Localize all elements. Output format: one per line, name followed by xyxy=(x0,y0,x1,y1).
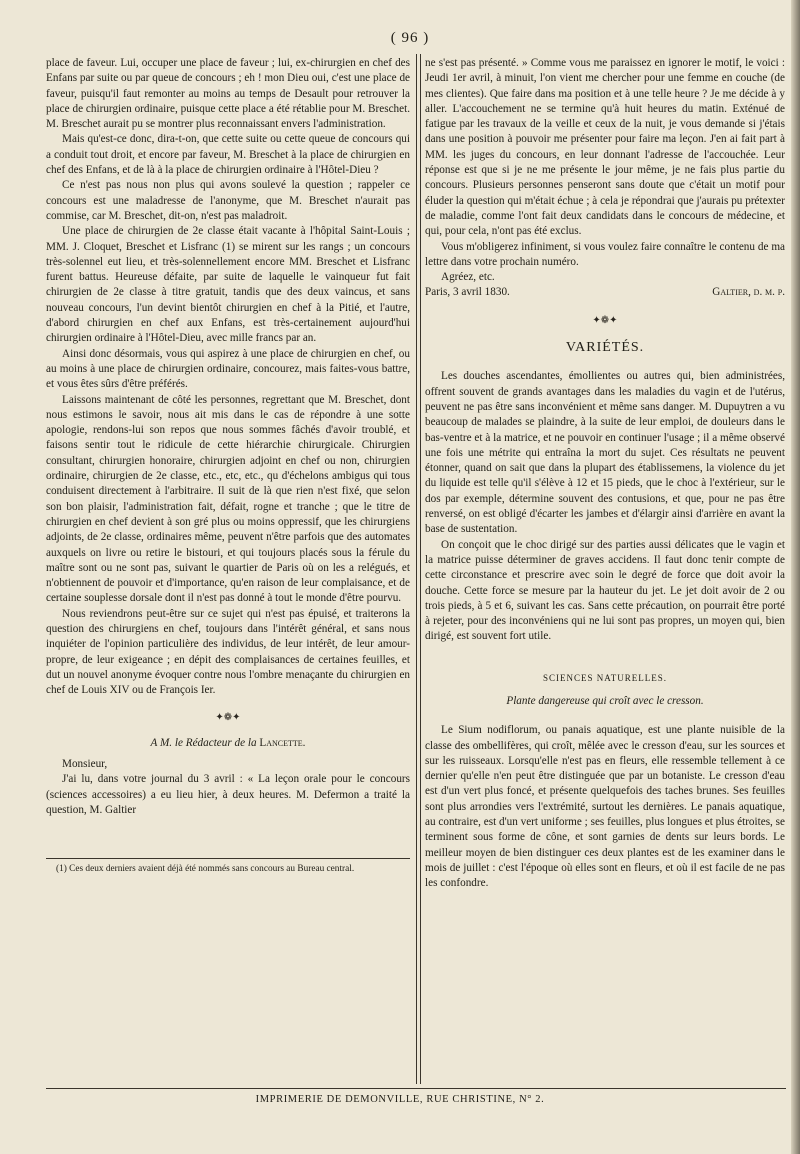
left-column xyxy=(46,56,410,875)
footnote-rule xyxy=(46,858,410,859)
signoff-place: Paris, 3 avril 1830. xyxy=(425,286,510,299)
page-number: ( 96 ) xyxy=(390,30,430,46)
paragraph: Agréez, etc. xyxy=(441,271,495,284)
signoff-name: Galtier, d. m. p. xyxy=(712,286,785,299)
letter-paragraph: J'ai lu, dans votre journal du 3 avril : « La leçon orale pour le concours (sciences accessoires) a eu lieu hier, à deux heures. M. Defermon a traité la question, M. Galtier xyxy=(46,773,410,816)
letter-heading-text: A M. le Rédacteur de la xyxy=(150,736,257,749)
paragraph: Le Sium nodiflorum, ou panais aquatique, est une plante nuisible de la classe des ombellifères, qui croît, mêlée avec le cresson d'eau, sur les sources et sur les ruisseaux. Lorsqu'elle n'est pas en fleurs, elle ressemble tellement à ce dernier qu'elle n'en peut être distinguée que par un botaniste. Le cresson d'eau est d'un vert plus foncé, et présente quelquefois des taches brunes. Ses feuilles sont plus arrondies vers l'extrémité, surtout les dernières. Le panais aquatique, au contraire, est d'un vert uniforme ; ses feuilles, plus longues et plus étroites, se terminent sous forme de cône, et sont garnies de dents sur leurs bords. Le meilleur moyen de bien distinguer ces deux plantes est de les examiner dans le mois de juillet : c'est l'époque où elles sont en fleurs, et où il est facile de ne pas les confondre. xyxy=(425,724,785,890)
paragraph: Mais qu'est-ce donc, dira-t-on, que cette suite ou cette queue de concours qui a conduit tout droit, et encore par faveur, M. Breschet à la place de chirurgien en chef des Enfans, et de là à la place de chirurgien ordinaire à l'Hôtel-Dieu ? xyxy=(46,133,410,177)
paragraph: Ce n'est pas nous non plus qui avons soulevé la question ; rappeler ce concours est une maladresse de l'anonyme, que M. Breschet n'aurait pas commise, car M. Breschet, dit-on, n'est pas maladroit. xyxy=(46,179,410,222)
fleuron-text: ✦❁✦ xyxy=(592,314,618,326)
subsection-title: SCIENCES NATURELLES. xyxy=(542,672,667,683)
paragraph: On conçoit que le choc dirigé sur des parties aussi délicates que le vagin et la matrice puisse déterminer de graves accidens. Il faut donc tenir compte de cette circonstance et prescrire avec soin le degré de force que doit avoir la douche. Cette force se mesure par la hauteur du jet. Le jet doit avoir de 2 ou trois pieds, à 5 et 6, suivant les cas. Sans cette précaution, on pourrait être porté à rejeter, pour des inconvéniens qui ne lui sont pas propres, un moyen qui, bien dirigé, est souvent fort utile. xyxy=(425,538,785,643)
section-ornament xyxy=(46,710,410,725)
footnote: (1) Ces deux derniers avaient déjà été nommés sans concours au Bureau central. xyxy=(56,864,355,875)
paragraph: ne s'est pas présenté. » Comme vous me paraissez en ignorer le motif, le voici : Jeudi 1er avril, à minuit, l'on vient me chercher pour une femme en couche (de mes clientes). Que faire dans ma position et à une telle heure ? Je me décide à y aller. L'accouchement ne se termine qu'à huit heures du matin. Exténué de fatigue par les travaux de la veille et ceux de la nuit, je vous demande si j'étais dans une position à pouvoir me présenter pour faire ma leçon. J'en ai fait part à MM. les juges du concours, en leur donnant l'adresse de l'accouchée. Leur réponse est que si je ne me présente le jour même, je ne fais plus partie du concours. Plusieurs personnes penseront sans doute que c'était un motif pour éluder la question qui m'était échue ; à cela je répondrai que j'aurais pu prétexter de maladie, comme l'ont fait deux candidats dans le concours de médecine, et qui, pour cela, n'ont pas été exclus. xyxy=(425,57,785,238)
fleuron-text: ✦❁✦ xyxy=(215,712,241,724)
imprint-rule xyxy=(46,1088,786,1089)
right-column xyxy=(425,56,785,892)
letter-signoff xyxy=(425,285,785,300)
section-title: VARIÉTÉS. xyxy=(565,340,645,356)
letter-heading-journal: Lancette. xyxy=(259,736,306,749)
paragraph: Une place de chirurgien de 2e classe était vacante à l'hôpital Saint-Louis ; MM. J. Cloquet, Breschet et Lisfranc (1) se mirent sur les rangs ; un concours très-solennel eut lieu, et très-solennellement encore MM. Breschet et Lisfranc furent battus. Heureuse défaite, par suite de laquelle le vainqueur fut fait chirurgien de 2e classe à titre gratuit, tandis que des deux vaincus, et sans nouveau concours, l'un devint bientôt chirurgien en chef à la Pitié, et l'autre, d'abord chirurgien en chef aux Enfans, est très-certainement aujourd'hui chirurgien ordinaire à l'Hôtel-Dieu, avec mille francs par an. xyxy=(46,225,410,345)
paragraph: Nous reviendrons peut-être sur ce sujet qui n'est pas épuisé, et traiterons la question des chirurgiens en chef, toujours dans l'intérêt général, et sans nous inquiéter de l'opinion particulière des individus, de leur intérêt, de leur amour-propre, de leur exigeance ; en dépit des complaisances de certaines feuilles, et dut un nouvel anonyme évoquer contre nous l'ombre menaçante du chirurgien en chef de Louis XIV ou de François Ier. xyxy=(46,607,410,697)
page-edge-shadow xyxy=(791,0,800,1154)
paragraph: Laissons maintenant de côté les personnes, regrettant que M. Breschet, dont nous estimons le savoir, nous ait mis dans le cas de répondre à une sotte apologie, rendons-lui son repos que nous sommes fâchés d'avoir troublé, et faisons sentir tout le ridicule de cette hiérarchie chirurgicale. Chirurgien consultant, chirurgien honoraire, chirurgien adjoint en chef ou non, chirurgien ordinaire, chirurgien de 2e classe, etc., etc, etc., qu d'échelons ambigus qui tous conduisent directement à l'arbitraire. Il suit de là que rien n'est fixé, que selon son bon plaisir, l'administration fait, défait, rogne et tranche ; que le titre de chirurgien en chef devient à son gré plus ou moins oppressif, que les chirurgiens adjoints, de 2e classe, ordinaires même, peuvent n'être parfois que des automates auxquels on livre ou retire le bistouri, et qui toujours placés sous la férule du maître sont ou ne sont pas, suivant le quartier de Paris où on les a relégués, et n'obtiennent de pouvoir et d'importance, qu'en raison de leur complaisance, et de certaine souplesse dorsale dont il n'est pas donné à tout le monde d'être pourvu. xyxy=(46,393,410,605)
subsection-subtitle: Plante dangereuse qui croît avec le cresson. xyxy=(506,694,704,707)
section-ornament xyxy=(425,313,785,328)
paragraph: Vous m'obligerez infiniment, si vous voulez faire connaître le contenu de ma lettre dans votre prochain numéro. xyxy=(425,240,785,268)
column-divider xyxy=(416,54,421,1084)
paragraph: Les douches ascendantes, émollientes ou autres qui, bien administrées, offrent souvent de grands avantages dans les maladies du vagin et de l'utérus, peuvent ne pas être sans inconvénient et même sans danger. M. Dupuytren a vu beaucoup de malades se plaindre, à la suite de leur emploi, de douleurs dans le bas-ventre et à la matrice, et ne pouvoir en continuer l'usage ; il a même observé une fois une métrite qui entraîna la mort du sujet. Ces résultats ne peuvent étonner, quand on sait que dans la plupart des établissemens, la violence du jet du liquide est telle qu'il s'élève à 12 et 15 pieds, que le choc à l'extérieur, sur le dos par exemple, détermine souvent des contusions, et que, pour ne pas être renversé, on est obligé d'écarter les jambes et d'élargir ainsi d'arrière en avant la base de sustentation. xyxy=(425,370,785,536)
paragraph: Ainsi donc désormais, vous qui aspirez à une place de chirurgien en chef, ou au moins à une place de chirurgien ordinaire, concourez, mais faites-vous battre, et vous êtes sûrs d'être préférés. xyxy=(46,347,410,391)
paragraph: place de faveur. Lui, occuper une place de faveur ; lui, ex-chirurgien en chef des Enfans par suite ou par queue de concours ; eh ! mon Dieu oui, c'est une place de faveur, puisqu'il faut remonter au moins au temps de Desault pour retrouver la place de chirurgien ordinaire, puisque cette place a été rétablie pour M. Breschet. M. Breschet aurait pu se montrer plus reconnaissant envers l'administration. xyxy=(46,57,410,131)
printer-imprint: IMPRIMERIE DE DEMONVILLE, RUE CHRISTINE, N° 2. xyxy=(255,1094,545,1105)
letter-heading xyxy=(46,736,410,751)
letter-salutation: Monsieur, xyxy=(62,758,108,771)
